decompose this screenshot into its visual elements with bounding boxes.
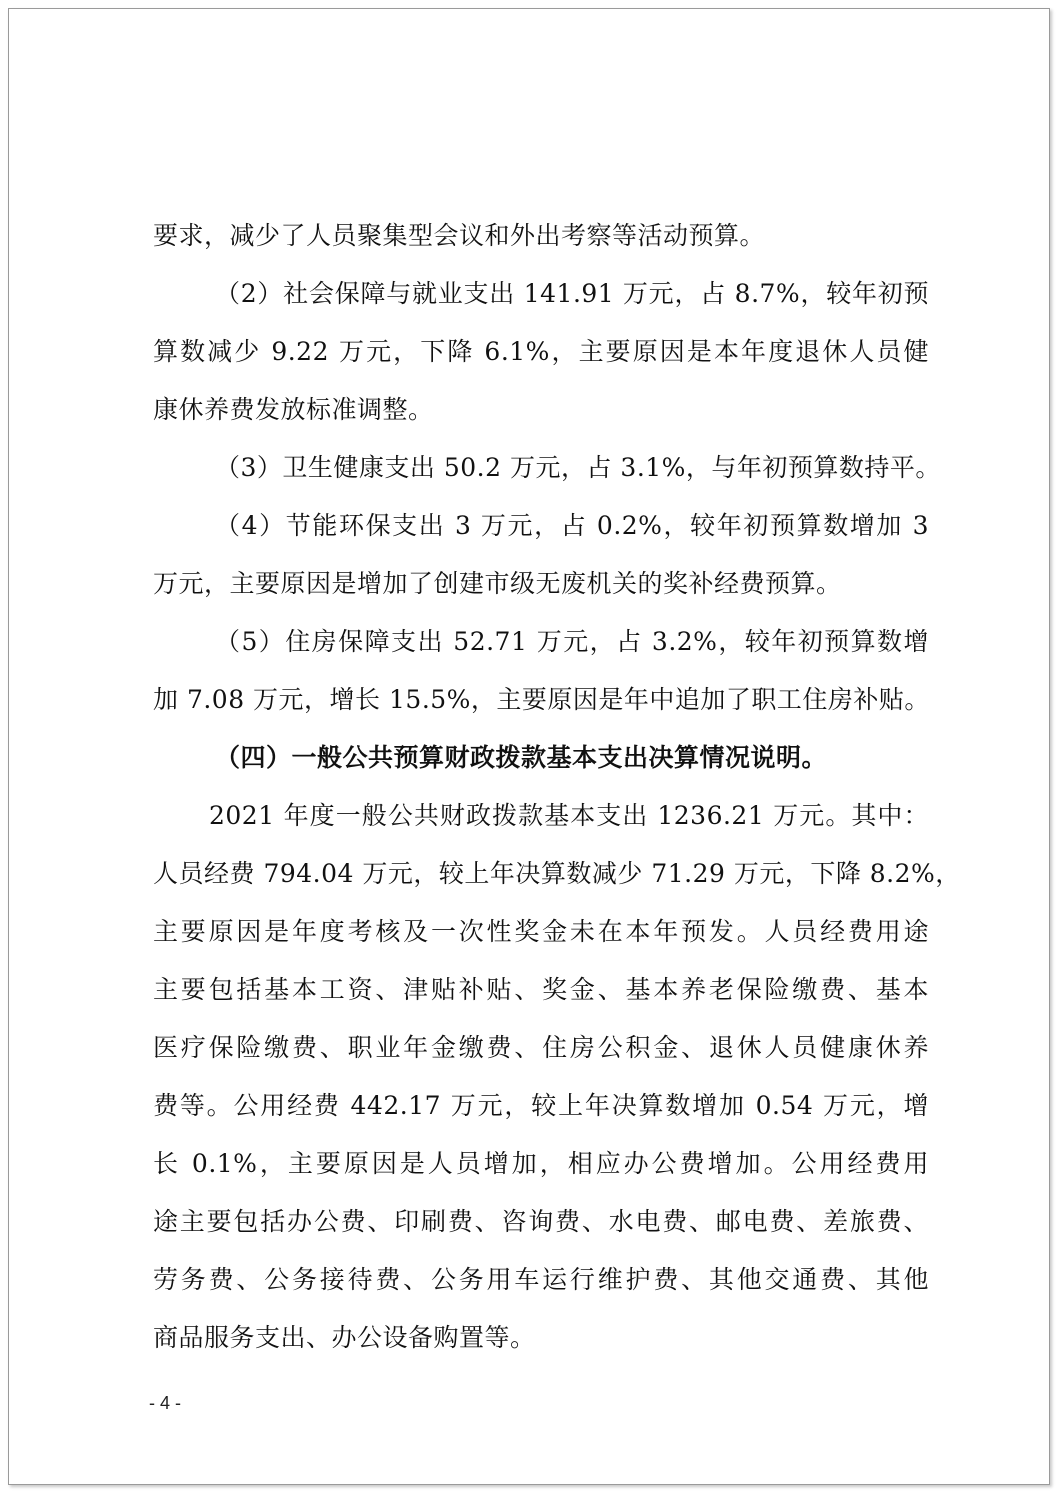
paragraph-line: 费等。公用经费 442.17 万元，较上年决算数增加 0.54 万元，增 [153, 1091, 929, 1120]
document-page [8, 8, 1050, 1485]
paragraph-line: 主要原因是年度考核及一次性奖金未在本年预发。人员经费用途 [153, 917, 929, 946]
paragraph-line: 医疗保险缴费、职业年金缴费、住房公积金、退休人员健康休养 [153, 1033, 929, 1062]
paragraph-line: （5）住房保障支出 52.71 万元，占 3.2%，较年初预算数增 [215, 627, 929, 656]
paragraph-line: 商品服务支出、办公设备购置等。 [153, 1323, 536, 1352]
page-number: - 4 - [149, 1393, 182, 1413]
paragraph-line: （2）社会保障与就业支出 141.91 万元，占 8.7%，较年初预 [215, 279, 929, 308]
paragraph-line: 要求，减少了人员聚集型会议和外出考察等活动预算。 [153, 221, 766, 250]
section-heading: （四）一般公共预算财政拨款基本支出决算情况说明。 [215, 743, 828, 772]
paragraph-line: 劳务费、公务接待费、公务用车运行维护费、其他交通费、其他 [153, 1265, 929, 1294]
paragraph-line: （4）节能环保支出 3 万元，占 0.2%，较年初预算数增加 3 [215, 511, 929, 540]
paragraph-line: 长 0.1%，主要原因是人员增加，相应办公费增加。公用经费用 [153, 1149, 929, 1178]
paragraph-line: 人员经费 794.04 万元，较上年决算数减少 71.29 万元，下降 8.2%， [153, 859, 961, 888]
paragraph-line: 万元，主要原因是增加了创建市级无废机关的奖补经费预算。 [153, 569, 842, 598]
paragraph-line: 算数减少 9.22 万元，下降 6.1%，主要原因是本年度退休人员健 [153, 337, 929, 366]
paragraph-line: 加 7.08 万元，增长 15.5%，主要原因是年中追加了职工住房补贴。 [153, 685, 930, 714]
paragraph-line: 康休养费发放标准调整。 [153, 395, 434, 424]
paragraph-line: 主要包括基本工资、津贴补贴、奖金、基本养老保险缴费、基本 [153, 975, 929, 1004]
document-body [153, 207, 961, 1367]
paragraph-line: 途主要包括办公费、印刷费、咨询费、水电费、邮电费、差旅费、 [153, 1207, 929, 1236]
paragraph-line: （3）卫生健康支出 50.2 万元，占 3.1%，与年初预算数持平。 [215, 453, 941, 482]
paragraph-line: 2021 年度一般公共财政拨款基本支出 1236.21 万元。其中： [209, 801, 929, 830]
